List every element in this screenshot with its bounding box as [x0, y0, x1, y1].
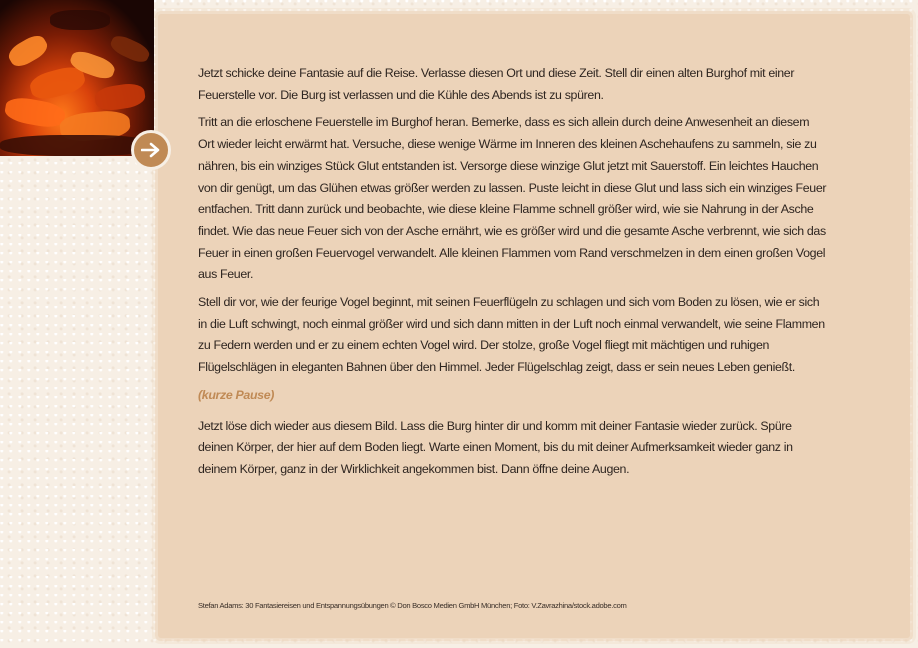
arrow-right-icon [141, 142, 161, 158]
paragraph-1: Jetzt schicke deine Fantasie auf die Reise. Verlasse diesen Ort und diese Zeit. Stell dir einen alten Burghof mit einer Feuerstelle vor. Die Burg ist verlassen und die Kühle des Abends ist zu spüren. [198, 66, 795, 102]
embers-photo [0, 0, 154, 156]
paragraph-3: Stell dir vor, wie der feurige Vogel beginnt, mit seinen Feuerflügeln zu schlagen und sich vom Boden zu lösen, wie er sich in die Luft schwingt, noch einmal größer wird und sich dann mitten in der Luft noch einmal verwandelt, wie seine Flammen zu Federn werden und er zu einem echten Vogel wird. Der stolze, große Vogel fliegt mit mächtigen und ruhigen Flügelschlägen in eleganten Bahnen über den Himmel. Jeder Flügelschlag zeigt, dass er sein neues Leben genießt. [198, 295, 825, 375]
next-arrow-button[interactable] [131, 130, 171, 170]
paragraph-2: Tritt an die erloschene Feuerstelle im Burghof heran. Bemerke, dass es sich allein durch deine Anwesenheit an diesem Ort wieder leicht erwärmt hat. Versuche, diese wenige Wärme im Inneren des kleinen Aschehaufens zu sammeln, sie zu nähren, bis ein winziges Stück Glut entstanden ist. Versorge diese winzige Glut jetzt mit Sauerstoff. Ein leichtes Hauchen von dir genügt, um das Glühen etwas größer werden zu lassen. Puste leicht in diese Glut und lass sich ein winziges Feuer entfachen. Tritt dann zurück und beobachte, wie diese kleine Flamme schnell größer wird, wie sie Nahrung in der Asche findet. Wie das neue Feuer sich von der Asche ernährt, wie es größer wird und die gesamte Asche verbrennt, wie sich das Feuer in einen großen Feuervogel verwandelt. Alle kleinen Flammen vom Rand verschmelzen in dem einen großen Vogel aus Feuer. [198, 115, 827, 282]
body-text [198, 63, 828, 487]
copyright-footer: Stefan Adams: 30 Fantasiereisen und Entspannungsübungen © Don Bosco Medien GmbH München; Foto: V.Zavrazhina/stock.adobe.com [198, 601, 627, 610]
paragraph-4: Jetzt löse dich wieder aus diesem Bild. Lass die Burg hinter dir und komm mit deiner Fantasie wieder zurück. Spüre deinen Körper, der hier auf dem Boden liegt. Warte einen Moment, bis du mit deiner Aufmerksamkeit wieder ganz in deinem Körper, ganz in der Wirklichkeit angekommen bist. Dann öffne deine Augen. [198, 418, 793, 476]
pause-note: (kurze Pause) [198, 387, 275, 402]
